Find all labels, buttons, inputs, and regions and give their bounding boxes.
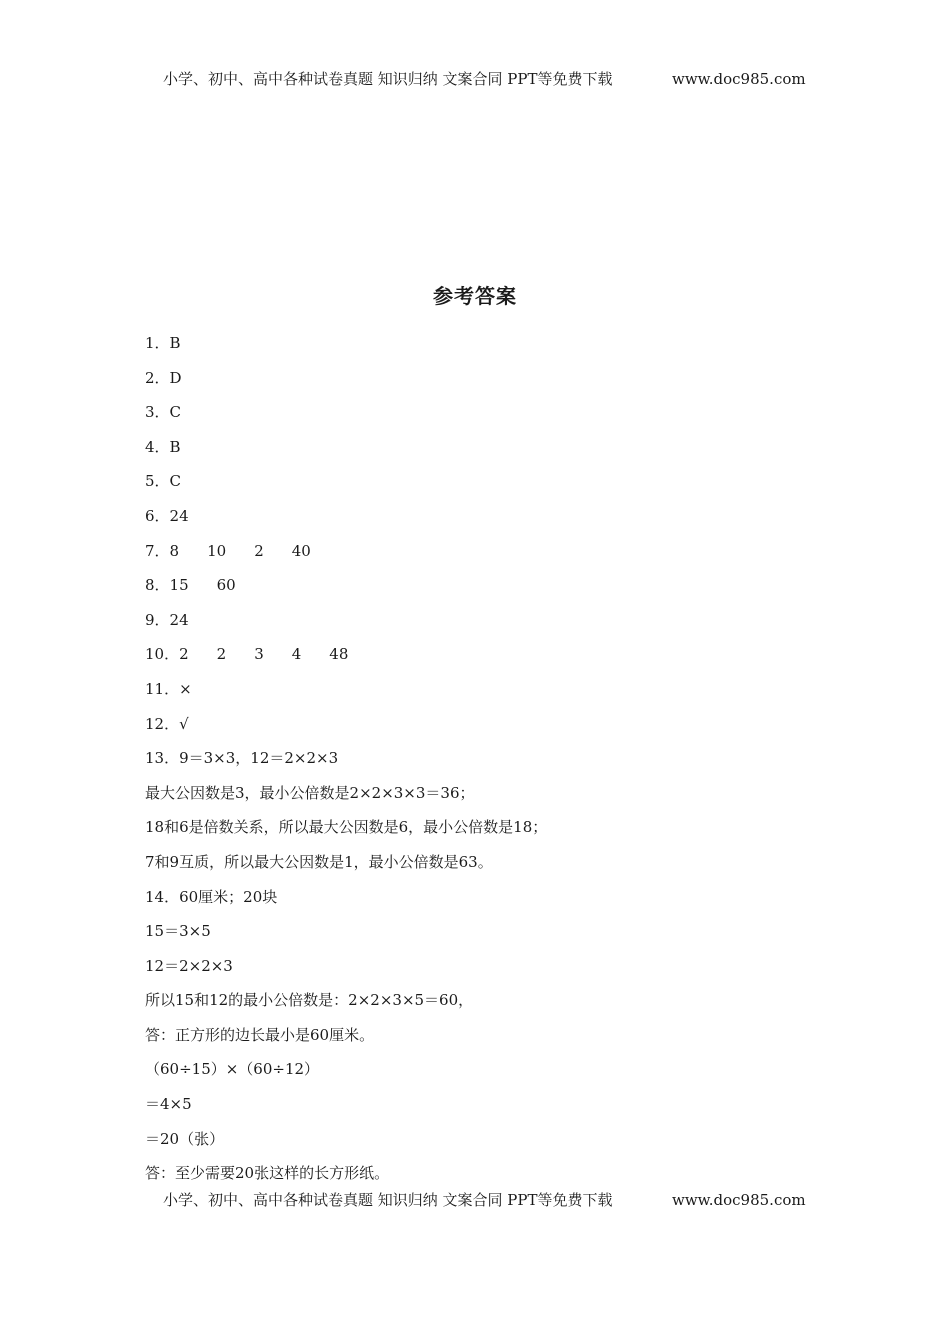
answer-number: 5． [145,472,170,491]
answer-value: 18和6是倍数关系，所以最大公因数是6，最小公倍数是18； [145,818,548,837]
answer-value: 48 [329,645,349,664]
answer-line [145,919,845,954]
answer-number: 1． [145,334,170,352]
answer-value: 15 [169,576,189,595]
answer-value: C [169,472,182,491]
footer-url[interactable]: www.doc985.com [672,1191,806,1209]
page-title: 参考答案 [433,284,517,308]
answer-line [145,469,845,504]
answer-value: √ [179,714,189,733]
answer-value: 2 [179,645,189,664]
answer-value: 24 [169,506,189,525]
answer-value: （60÷15）×（60÷12） [145,1060,320,1079]
answer-value: 24 [169,610,189,629]
answer-number: 4． [145,437,170,456]
answer-value: 7和9互质，所以最大公因数是1，最小公倍数是63。 [145,852,493,871]
answer-line [145,781,845,816]
answer-value: 8 [169,541,180,560]
answer-line [145,746,845,781]
answer-value: × [179,679,192,698]
answer-line [145,608,845,643]
page-footer [0,1188,950,1212]
header-url[interactable]: www.doc985.com [672,70,806,88]
answer-value: B [169,437,181,456]
answer-line [145,539,845,574]
footer-text: 小学、初中、高中各种试卷真题 知识归纳 文案合同 PPT等免费下载 [163,1191,613,1209]
answer-number: 2． [145,368,170,387]
answer-number: 3． [145,403,170,422]
answer-line [145,1023,845,1058]
answer-line [145,1057,845,1092]
answer-value: ＝20（张） [145,1129,225,1148]
answer-line [145,366,845,401]
answer-number: 13． [145,749,180,768]
answer-line [145,400,845,435]
answer-value: 3 [254,645,264,664]
answer-number: 14． [145,887,180,906]
answer-value: 60厘米；20块 [179,887,278,906]
answer-line [145,1092,845,1127]
answer-line [145,1127,845,1162]
answer-value: 2 [216,645,227,664]
answer-value: 9＝3×3，12＝2×2×3 [179,749,339,768]
answer-line [145,504,845,539]
answer-number: 6． [145,506,170,525]
answer-value: 答：正方形的边长最小是60厘米。 [145,1025,375,1044]
answer-number: 10． [145,645,180,664]
answer-line [145,573,845,608]
answer-line [145,815,845,850]
header-text: 小学、初中、高中各种试卷真题 知识归纳 文案合同 PPT等免费下载 [163,70,613,88]
answer-line [145,988,845,1023]
answer-number: 7． [145,541,170,560]
answer-line [145,850,845,885]
answer-value: 答：至少需要20张这样的长方形纸。 [145,1164,390,1183]
answer-line [145,642,845,677]
answer-value: 10 [207,541,227,560]
answer-value: B [169,334,181,352]
answer-value: C [169,403,182,422]
answer-number: 11． [145,679,180,698]
answer-line [145,885,845,920]
answer-number: 9． [145,610,170,629]
answer-value: 60 [216,576,236,595]
answer-line [145,435,845,470]
answer-value: 2 [254,541,264,560]
answer-value: D [169,368,182,387]
answer-value: 所以15和12的最小公倍数是：2×2×3×5＝60， [145,991,474,1010]
answer-value: 最大公因数是3，最小公倍数是2×2×3×3＝36； [145,783,475,802]
answer-list [145,331,845,1196]
answer-number: 12． [145,714,180,733]
answer-value: 40 [291,541,311,560]
page-header [0,67,950,91]
answer-value: ＝4×5 [145,1095,192,1114]
answer-line [145,712,845,747]
answer-line [145,954,845,989]
answer-line [145,677,845,712]
answer-value: 4 [291,645,302,664]
answer-line [145,331,845,366]
answer-value: 12＝2×2×3 [145,956,233,975]
answer-value: 15＝3×5 [145,922,211,941]
answer-number: 8． [145,576,170,595]
